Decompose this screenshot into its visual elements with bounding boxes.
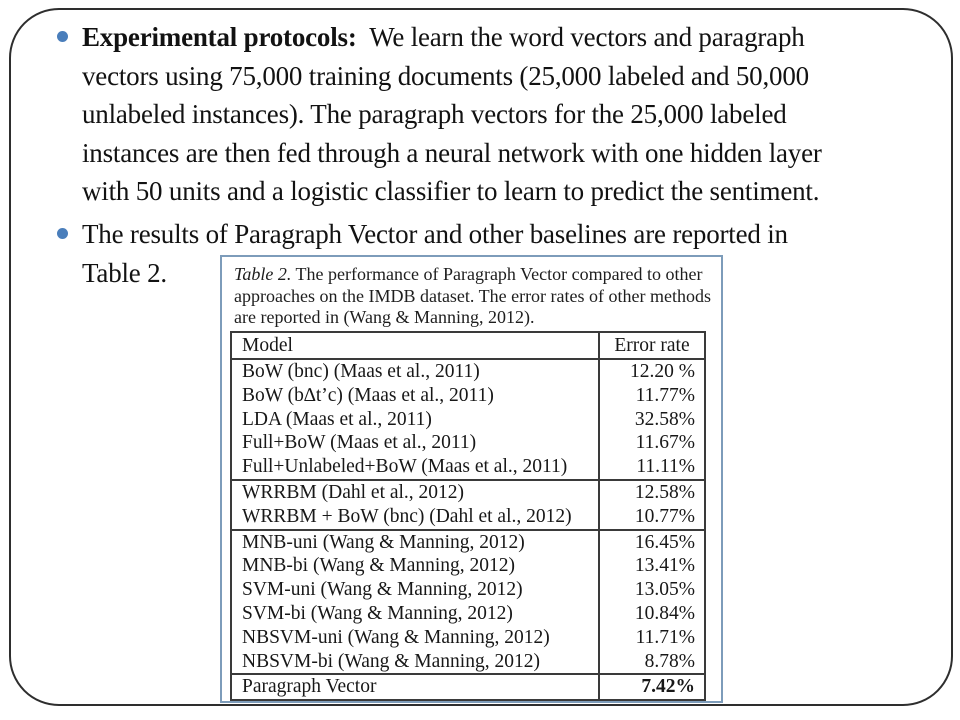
error-rate-column-header: Error rate	[599, 332, 705, 359]
table-row	[231, 578, 705, 602]
error-rate-cell: 12.58%	[599, 480, 705, 505]
model-cell: BoW (bnc) (Maas et al., 2011)	[242, 361, 480, 382]
bullet-item-experimental-protocols	[82, 18, 956, 211]
table-row	[231, 554, 705, 578]
error-rate-cell: 11.11%	[599, 455, 705, 480]
results-table	[230, 331, 706, 701]
model-cell: SVM-bi (Wang & Manning, 2012)	[242, 602, 513, 624]
bullet1-line-1	[82, 18, 956, 57]
table-row	[231, 530, 705, 555]
error-rate-cell: 13.05%	[599, 578, 705, 602]
model-cell: WRRBM (Dahl et al., 2012)	[231, 480, 599, 505]
error-rate-cell: 10.84%	[599, 602, 705, 626]
bullet1-line-5: with 50 units and a logistic classifier to learn to predict the sentiment.	[82, 176, 820, 206]
error-rate-cell: 7.42%	[599, 674, 705, 700]
table-row	[231, 431, 705, 455]
model-cell: NBSVM-uni (Wang & Manning, 2012)	[242, 626, 550, 648]
model-cell: MNB-bi (Wang & Manning, 2012)	[242, 555, 516, 577]
bullet2-line-2: Table 2.	[82, 257, 167, 288]
error-rate-cell: 10.77%	[599, 505, 705, 530]
model-cell: WRRBM + BoW (bnc) (Dahl et al., 2012)	[242, 505, 572, 527]
table-caption	[234, 264, 711, 329]
model-cell: Full+BoW (Maas et al., 2011)	[242, 432, 477, 454]
bullet1-line-3: unlabeled instances). The paragraph vectors for the 25,000 labeled	[82, 99, 787, 129]
bullet2-line-1: The results of Paragraph Vector and other baselines are reported in	[82, 219, 788, 249]
bullet1-lead-bold: Experimental protocols:	[82, 22, 357, 52]
table-row	[231, 650, 705, 675]
error-rate-cell: 11.71%	[599, 626, 705, 650]
table-row	[231, 408, 705, 432]
table-caption-text: The performance of Paragraph Vector compared to other approaches on the IMDB dataset. The error rates of other methods are reported in (Wang & Manning, 2012).	[234, 264, 712, 327]
model-column-header: Model	[231, 332, 599, 359]
error-rate-cell: 11.67%	[599, 431, 705, 455]
results-table-body	[231, 359, 705, 700]
model-cell: Full+Unlabeled+BoW (Maas et al., 2011)	[242, 456, 568, 478]
bullet-icon	[57, 228, 68, 239]
error-rate-cell: 16.45%	[599, 530, 705, 555]
table-row	[231, 455, 705, 480]
table-caption-label: Table 2.	[234, 264, 292, 284]
table-row	[231, 359, 705, 384]
bullet1-line-4: instances are then fed through a neural network with one hidden layer	[82, 137, 822, 168]
error-rate-cell: 12.20 %	[599, 359, 705, 384]
error-rate-cell: 8.78%	[599, 650, 705, 675]
bullet-icon	[57, 31, 68, 42]
model-cell: SVM-uni (Wang & Manning, 2012)	[242, 579, 523, 601]
table-row	[231, 674, 705, 700]
table-header-row	[231, 332, 705, 359]
model-cell: Paragraph Vector	[231, 674, 599, 700]
error-rate-cell: 11.77%	[599, 384, 705, 408]
table-row	[231, 480, 705, 505]
table-row	[231, 602, 705, 626]
model-cell: NBSVM-bi (Wang & Manning, 2012)	[242, 650, 540, 672]
error-rate-cell: 32.58%	[599, 408, 705, 432]
error-rate-cell: 13.41%	[599, 554, 705, 578]
table-row	[231, 384, 705, 408]
model-cell: MNB-uni (Wang & Manning, 2012)	[231, 530, 599, 555]
table-row	[231, 626, 705, 650]
table-2-figure	[220, 255, 723, 703]
table-row	[231, 505, 705, 530]
model-cell: LDA (Maas et al., 2011)	[242, 408, 432, 430]
bullet1-line-2: vectors using 75,000 training documents (25,000 labeled and 50,000	[82, 60, 809, 91]
model-cell: BoW (b∆t’c) (Maas et al., 2011)	[242, 384, 494, 406]
bullet1-line-1-rest: We learn the word vectors and paragraph	[356, 22, 805, 52]
